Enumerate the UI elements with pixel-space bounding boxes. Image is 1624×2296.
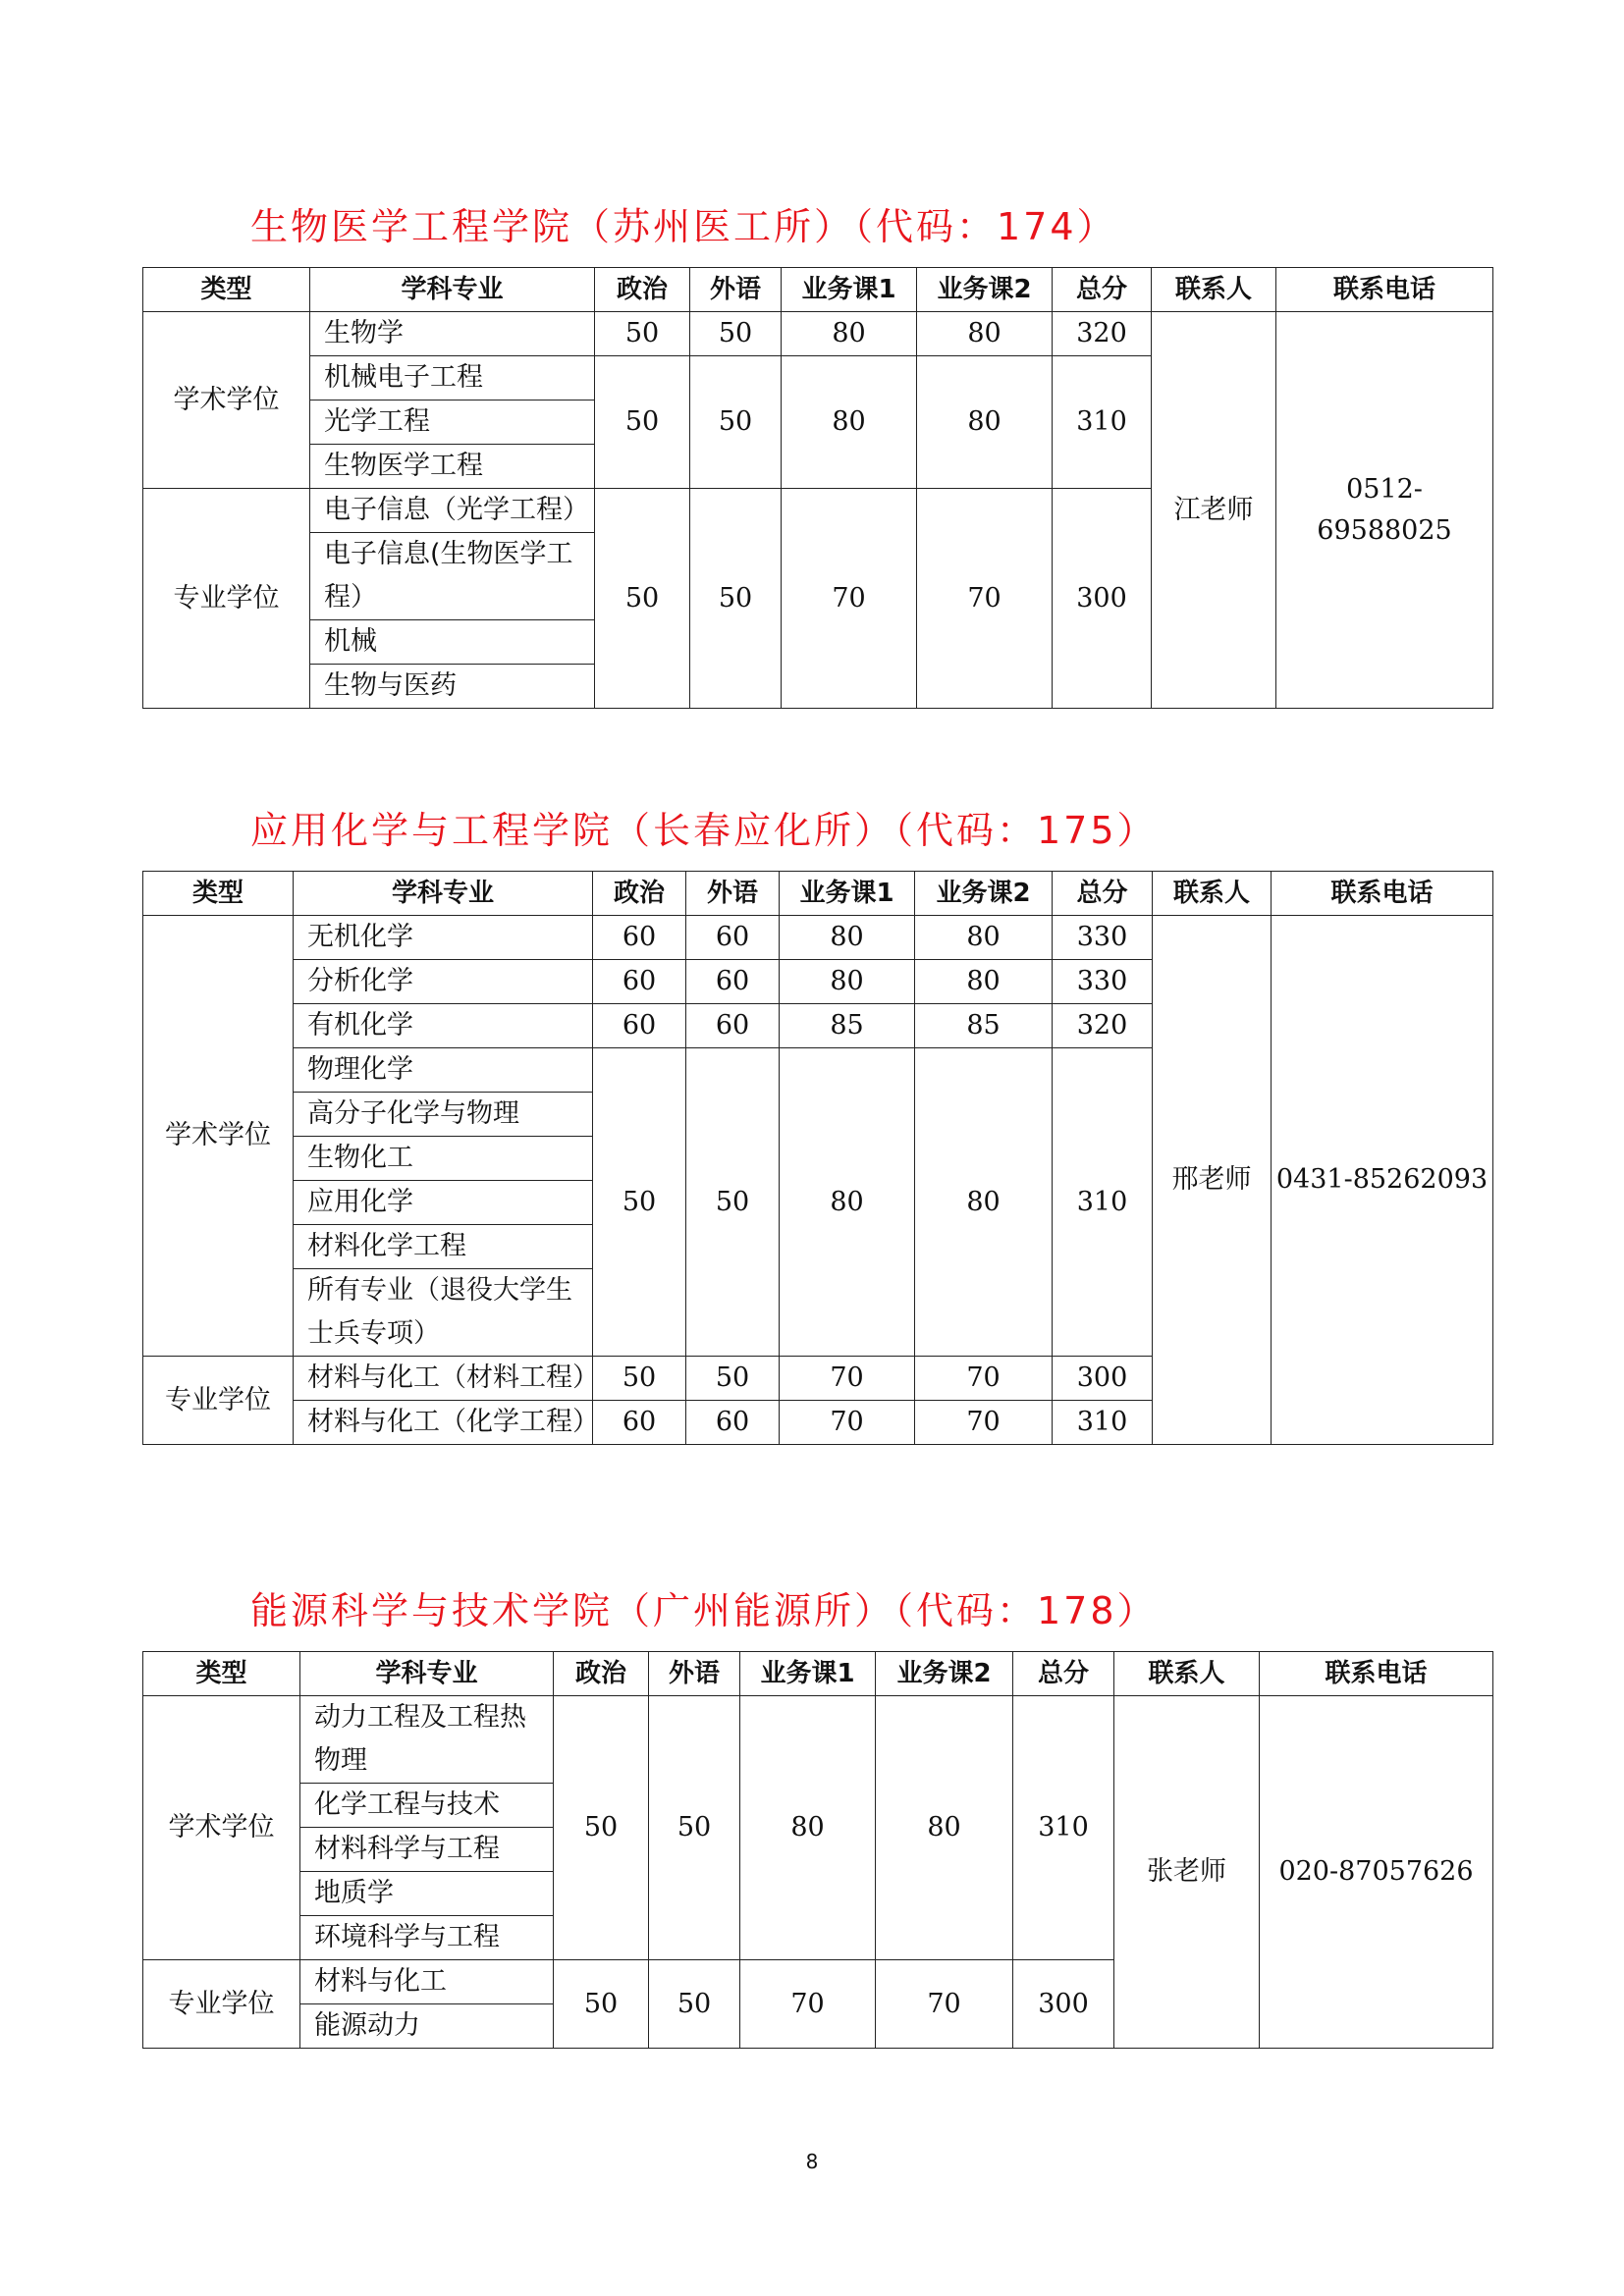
major-cell: 地质学 <box>300 1872 554 1916</box>
score-total: 330 <box>1053 960 1153 1004</box>
contact-person: 邢老师 <box>1153 916 1272 1445</box>
contact-phone: 0512-69588025 <box>1276 312 1493 709</box>
score-course1: 85 <box>780 1004 915 1048</box>
score-politics: 60 <box>593 916 686 960</box>
header-politics: 政治 <box>554 1652 649 1696</box>
score-course2: 80 <box>876 1696 1013 1960</box>
header-major: 学科专业 <box>300 1652 554 1696</box>
score-politics: 60 <box>593 960 686 1004</box>
contact-phone: 020-87057626 <box>1260 1696 1493 2049</box>
score-total: 310 <box>1053 356 1152 489</box>
score-total: 330 <box>1053 916 1153 960</box>
major-cell: 高分子化学与物理 <box>294 1093 593 1137</box>
score-politics: 60 <box>593 1004 686 1048</box>
major-cell: 分析化学 <box>294 960 593 1004</box>
score-language: 60 <box>686 1401 780 1445</box>
header-total: 总分 <box>1053 872 1153 916</box>
table-row <box>143 312 1493 356</box>
score-course2: 70 <box>915 1401 1053 1445</box>
major-cell: 化学工程与技术 <box>300 1784 554 1828</box>
score-course1: 80 <box>780 1048 915 1357</box>
score-table <box>142 871 1493 1445</box>
score-language: 60 <box>686 1004 780 1048</box>
page-number: 8 <box>805 2150 819 2173</box>
header-major: 学科专业 <box>310 268 595 312</box>
score-course2: 80 <box>915 916 1053 960</box>
score-total: 300 <box>1013 1960 1114 2049</box>
score-politics: 50 <box>595 312 690 356</box>
score-course2: 70 <box>915 1357 1053 1401</box>
header-contact: 联系人 <box>1114 1652 1260 1696</box>
score-course2: 70 <box>876 1960 1013 2049</box>
major-cell: 无机化学 <box>294 916 593 960</box>
header-language: 外语 <box>686 872 780 916</box>
header-course2: 业务课2 <box>876 1652 1013 1696</box>
score-total: 320 <box>1053 312 1152 356</box>
category-cell: 学术学位 <box>143 916 294 1357</box>
score-course2: 80 <box>917 356 1053 489</box>
score-total: 310 <box>1013 1696 1114 1960</box>
major-cell: 物理化学 <box>294 1048 593 1093</box>
header-contact: 联系人 <box>1153 872 1272 916</box>
score-course2: 70 <box>917 489 1053 709</box>
major-cell: 光学工程 <box>310 400 595 445</box>
major-cell: 材料与化工 <box>300 1960 554 2004</box>
score-total: 310 <box>1053 1048 1153 1357</box>
score-course1: 70 <box>740 1960 876 2049</box>
major-cell: 材料科学与工程 <box>300 1828 554 1872</box>
score-course1: 80 <box>780 916 915 960</box>
score-course1: 80 <box>780 960 915 1004</box>
major-cell: 电子信息(生物医学工程） <box>310 533 595 620</box>
score-course1: 80 <box>740 1696 876 1960</box>
score-course1: 70 <box>780 1357 915 1401</box>
score-total: 310 <box>1053 1401 1153 1445</box>
score-table <box>142 267 1493 709</box>
header-phone: 联系电话 <box>1276 268 1493 312</box>
section-title: 生物医学工程学院（苏州医工所）（代码：174） <box>250 205 1117 248</box>
major-cell: 材料与化工（材料工程） <box>294 1357 593 1401</box>
major-cell: 应用化学 <box>294 1181 593 1225</box>
score-course2: 85 <box>915 1004 1053 1048</box>
major-cell: 机械 <box>310 620 595 665</box>
score-language: 60 <box>686 960 780 1004</box>
header-politics: 政治 <box>593 872 686 916</box>
score-total: 320 <box>1053 1004 1153 1048</box>
header-course2: 业务课2 <box>917 268 1053 312</box>
header-major: 学科专业 <box>294 872 593 916</box>
score-course2: 80 <box>915 960 1053 1004</box>
header-row <box>143 268 1493 312</box>
major-cell: 生物学 <box>310 312 595 356</box>
score-language: 50 <box>686 1357 780 1401</box>
score-language: 50 <box>690 356 782 489</box>
major-cell: 机械电子工程 <box>310 356 595 400</box>
major-cell: 材料化学工程 <box>294 1225 593 1269</box>
major-cell: 生物化工 <box>294 1137 593 1181</box>
header-contact: 联系人 <box>1152 268 1276 312</box>
score-politics: 50 <box>554 1696 649 1960</box>
major-cell: 材料与化工（化学工程） <box>294 1401 593 1445</box>
score-politics: 50 <box>593 1357 686 1401</box>
section-title: 应用化学与工程学院（长春应化所）（代码：175） <box>250 809 1158 852</box>
major-cell: 环境科学与工程 <box>300 1916 554 1960</box>
category-cell: 专业学位 <box>143 489 310 709</box>
table-row <box>143 916 1493 960</box>
score-language: 50 <box>686 1048 780 1357</box>
section-175 <box>142 800 1492 1445</box>
contact-person: 张老师 <box>1114 1696 1260 2049</box>
section-178 <box>142 1580 1492 2049</box>
score-total: 300 <box>1053 1357 1153 1401</box>
score-politics: 50 <box>595 356 690 489</box>
contact-phone: 0431-85262093 <box>1272 916 1493 1445</box>
header-politics: 政治 <box>595 268 690 312</box>
header-type: 类型 <box>143 268 310 312</box>
category-cell: 学术学位 <box>143 1696 300 1960</box>
header-type: 类型 <box>143 872 294 916</box>
category-cell: 专业学位 <box>143 1357 294 1445</box>
category-cell: 专业学位 <box>143 1960 300 2049</box>
score-language: 50 <box>649 1696 740 1960</box>
score-total: 300 <box>1053 489 1152 709</box>
major-cell: 电子信息（光学工程） <box>310 489 595 533</box>
category-cell: 学术学位 <box>143 312 310 489</box>
major-cell: 生物医学工程 <box>310 445 595 489</box>
header-phone: 联系电话 <box>1260 1652 1493 1696</box>
header-language: 外语 <box>690 268 782 312</box>
header-course1: 业务课1 <box>740 1652 876 1696</box>
section-title: 能源科学与技术学院（广州能源所）（代码：178） <box>250 1589 1158 1632</box>
score-course2: 80 <box>917 312 1053 356</box>
section-174 <box>142 196 1492 709</box>
score-course1: 70 <box>782 489 917 709</box>
major-cell: 生物与医药 <box>310 665 595 709</box>
score-politics: 50 <box>554 1960 649 2049</box>
major-cell: 动力工程及工程热物理 <box>300 1696 554 1784</box>
major-cell: 能源动力 <box>300 2004 554 2049</box>
table-row <box>143 1696 1493 1784</box>
header-total: 总分 <box>1053 268 1152 312</box>
score-language: 50 <box>690 489 782 709</box>
header-total: 总分 <box>1013 1652 1114 1696</box>
score-language: 50 <box>690 312 782 356</box>
header-type: 类型 <box>143 1652 300 1696</box>
header-language: 外语 <box>649 1652 740 1696</box>
major-cell: 所有专业（退役大学生士兵专项） <box>294 1269 593 1357</box>
header-course1: 业务课1 <box>782 268 917 312</box>
score-table <box>142 1651 1493 2049</box>
header-phone: 联系电话 <box>1272 872 1493 916</box>
score-course1: 80 <box>782 312 917 356</box>
major-cell: 有机化学 <box>294 1004 593 1048</box>
header-course1: 业务课1 <box>780 872 915 916</box>
header-row <box>143 1652 1493 1696</box>
score-course1: 70 <box>780 1401 915 1445</box>
score-language: 50 <box>649 1960 740 2049</box>
score-course1: 80 <box>782 356 917 489</box>
score-politics: 50 <box>595 489 690 709</box>
header-course2: 业务课2 <box>915 872 1053 916</box>
score-politics: 60 <box>593 1401 686 1445</box>
score-course2: 80 <box>915 1048 1053 1357</box>
score-language: 60 <box>686 916 780 960</box>
score-politics: 50 <box>593 1048 686 1357</box>
contact-person: 江老师 <box>1152 312 1276 709</box>
header-row <box>143 872 1493 916</box>
